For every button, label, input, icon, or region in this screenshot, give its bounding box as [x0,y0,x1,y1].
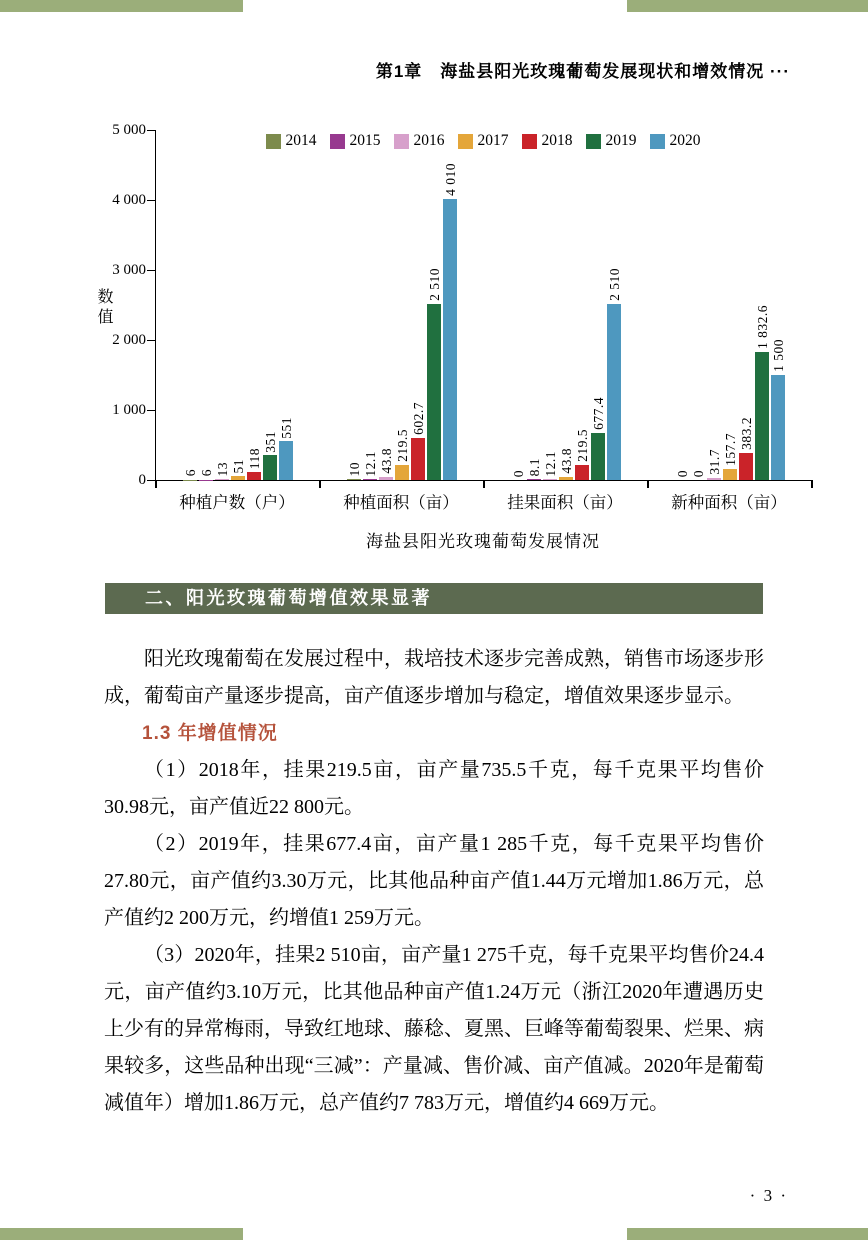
bar-cell [347,130,362,480]
bar-value-label: 1 500 [770,339,786,372]
bar-cell [263,130,278,480]
bar-2017 [723,469,737,480]
bar-cell [363,130,378,480]
x-axis-category-label: 新种面积（亩） [671,493,787,512]
legend-year-label: 2014 [285,132,317,149]
legend-swatch [650,134,665,149]
bar-cell [771,130,786,480]
bar-value-label: 351 [262,430,278,453]
intro-paragraph: 阳光玫瑰葡萄在发展过程中，栽培技术逐步完善成熟，销售市场逐步形成，葡萄亩产量逐步提高，亩产值逐步增加与稳定，增值效果逐步显示。 [104,648,764,707]
decor-band-top-right [627,0,868,12]
bar-2020 [771,375,785,480]
bar-value-label: 0 [690,469,706,477]
legend-year-label: 2017 [477,132,509,149]
bar-value-label: 12.1 [542,450,558,477]
bar-value-label: 677.4 [590,396,606,430]
bar-value-label: 6 [182,469,198,477]
bar-cell [723,130,738,480]
bar-cell [755,130,770,480]
bar-2019 [263,455,277,480]
bar-groups [156,130,812,480]
bar-cell [675,130,690,480]
bar-cell [395,130,410,480]
chart-legend [155,131,811,151]
legend-item [330,132,381,150]
bar-value-label: 383.2 [738,417,754,451]
x-axis-tick-marks [156,480,812,489]
y-axis-tick-marks [147,130,156,480]
legend-year-label: 2015 [349,132,381,149]
y-tick-mark [147,480,155,482]
bar-2018 [739,453,753,480]
y-tick-label: 4 000 [112,192,146,208]
bar-cell [231,130,246,480]
x-tick-mark [155,480,157,488]
bar-value-label: 2 510 [606,268,622,302]
section-heading-bar [105,583,763,614]
body-paragraph: （2）2019年，挂果677.4亩，亩产量1 285千克，每千克果平均售价27.80元，亩产值约3.30万元，比其他品种亩产值1.44万元增加1.86万元，总产值约2 200万元，约增值1 259万元。 [104,833,764,929]
bar-2020 [279,441,293,480]
bar-value-label: 6 [198,469,214,477]
y-tick-label: 2 000 [112,332,146,348]
bar-group [484,130,648,480]
bar-cell [559,130,574,480]
bar-value-label: 10 [346,461,362,477]
x-tick-mark [811,480,813,488]
bar-cell [215,130,230,480]
bar-value-label: 157.7 [722,433,738,466]
bar-cell [411,130,426,480]
y-tick-mark [147,410,155,412]
body-text [104,641,764,1122]
bar-cell [279,130,294,480]
body-paragraph: （3）2020年，挂果2 510亩，亩产量1 275千克，每千克果平均售价24.4元，亩产值约3.10万元，比其他品种亩产值1.24万元（浙江2020年遭遇历史上少有的异常梅雨，导致红地球、藤稔、夏黑、巨峰等葡萄裂果、烂果、病果较多，这些品种出现“三减”：产量减、售价减、亩产值减。2020年是葡萄减值年）增加1.86万元，总产值约7 783万元，增值约4 669万元。 [104,944,764,1114]
bar-value-label: 31.7 [706,449,722,475]
bar-value-label: 118 [246,447,262,469]
bar-value-label: 0 [674,469,690,477]
page-number: · 3 · [749,1186,788,1205]
subsection-heading: 1.3 年增值情况 [142,723,278,744]
bar-value-label: 2 510 [426,268,442,302]
y-tick-label: 3 000 [112,262,146,278]
legend-year-label: 2019 [605,132,637,149]
bar-cell [707,130,722,480]
bar-cell [247,130,262,480]
y-tick-mark [147,270,155,272]
bar-2018 [411,438,425,480]
legend-item [586,132,637,150]
legend-swatch [586,134,601,149]
bar-value-label: 12.1 [362,450,378,477]
y-tick-label: 0 [138,472,146,488]
section-heading: 二、阳光玫瑰葡萄增值效果显著 [145,588,432,608]
bar-group [648,130,812,480]
bar-value-label: 1 832.6 [754,304,770,349]
bar-cell [543,130,558,480]
bar-value-label: 51 [230,458,246,474]
legend-year-label: 2018 [541,132,573,149]
bar-group [320,130,484,480]
x-tick-mark [483,480,485,488]
bar-2018 [575,465,589,480]
bar-value-label: 4 010 [442,163,458,197]
legend-item [522,132,573,150]
bar-cell [443,130,458,480]
bar-2017 [395,465,409,480]
bar-2018 [247,472,261,480]
y-axis-tick-labels [80,122,146,488]
y-tick-mark [147,340,155,342]
legend-swatch [458,134,473,149]
bar-2019 [755,352,769,480]
decor-band-top-left [0,0,243,12]
bar-value-label: 0 [510,469,526,477]
bar-value-label: 219.5 [394,428,410,462]
decor-band-bottom-left [0,1228,243,1240]
bar-cell [739,130,754,480]
bar-cell [575,130,590,480]
legend-item [650,132,701,150]
legend-item [266,132,317,150]
legend-item [394,132,445,150]
y-tick-mark [147,130,155,132]
bar-cell [691,130,706,480]
x-axis-category-labels [155,489,811,513]
y-tick-label: 1 000 [112,402,146,418]
bar-cell [199,130,214,480]
body-paragraph: （1）2018年，挂果219.5亩，亩产量735.5千克，每千克果平均售价30.98元，亩产值近22 800元。 [104,759,764,818]
legend-swatch [522,134,537,149]
y-axis-label: 数值 [95,288,112,328]
bar-2019 [591,433,605,480]
y-tick-mark [147,200,155,202]
decor-band-bottom-right [627,1228,868,1240]
x-axis-category-label: 种植面积（亩） [343,493,459,512]
chapter-header: 第1章 海盐县阳光玫瑰葡萄发展现状和增效情况 ··· [375,62,790,81]
bar-value-label: 8.1 [526,458,542,477]
bar-cell [511,130,526,480]
legend-swatch [266,134,281,149]
bar-cell [591,130,606,480]
bar-2020 [443,199,457,480]
bar-2020 [607,304,621,480]
chart-plot-area [155,130,812,481]
bar-value-label: 43.8 [378,448,394,474]
bar-cell [427,130,442,480]
legend-item [458,132,509,150]
y-tick-label: 5 000 [112,122,146,138]
legend-swatch [330,134,345,149]
legend-year-label: 2020 [669,132,701,149]
chart-caption: 海盐县阳光玫瑰葡萄发展情况 [366,532,600,551]
bar-group [156,130,320,480]
bar-value-label: 551 [278,416,294,439]
bar-cell [379,130,394,480]
bar-cell [527,130,542,480]
bar-value-label: 219.5 [574,428,590,462]
bar-value-label: 43.8 [558,448,574,474]
legend-swatch [394,134,409,149]
bar-value-label: 13 [214,461,230,477]
x-axis-category-label: 挂果面积（亩） [507,493,623,512]
x-axis-category-label: 种植户数（户） [179,493,295,512]
x-tick-mark [319,480,321,488]
bar-cell [607,130,622,480]
bar-value-label: 602.7 [410,401,426,435]
bar-2019 [427,304,441,480]
legend-year-label: 2016 [413,132,445,149]
x-tick-mark [647,480,649,488]
bar-cell [183,130,198,480]
